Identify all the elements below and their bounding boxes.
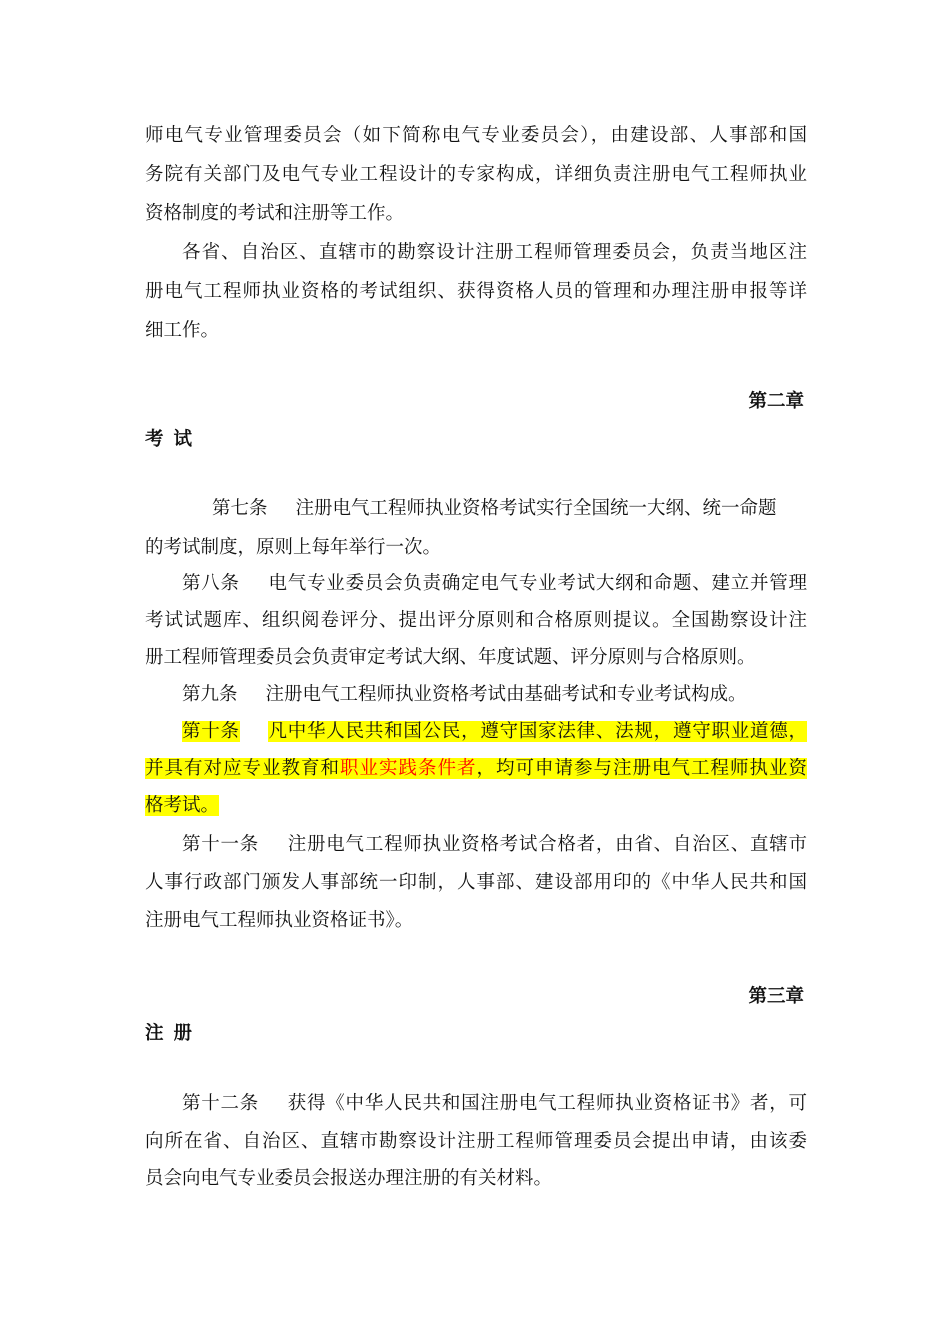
article-8-line (182, 572, 807, 596)
article-label: 第十条 (182, 721, 240, 742)
highlighted-text: 并具有对应专业教育和 (145, 758, 340, 779)
article-label: 第十一条 (182, 834, 260, 855)
article-text: 获得《中华人民共和国注册电气工程师执业资格证书》者，可 (287, 1093, 807, 1114)
article-label: 第九条 (182, 684, 238, 705)
chapter-title: 考试 (145, 429, 203, 450)
highlighted-text: ，均可申请参与注册电气工程师执业资 (476, 758, 807, 779)
paragraph-line: 考试试题库、组织阅卷评分、提出评分原则和合格原则提议。全国勘察设计注 (145, 610, 807, 631)
article-label: 第七条 (212, 498, 268, 519)
red-emphasis-text: 职业实践条件者 (340, 758, 477, 779)
article-10-line (182, 720, 807, 744)
paragraph-line: 细工作。 (145, 320, 220, 341)
paragraph-line: 注册电气工程师执业资格证书》。 (145, 910, 414, 931)
paragraph-line: 务院有关部门及电气专业工程设计的专家构成，详细负责注册电气工程师执业 (145, 164, 807, 185)
article-11-line (182, 833, 807, 857)
article-text: 注册电气工程师执业资格考试实行全国统一大纲、统一命题 (295, 498, 777, 519)
paragraph-line: 员会向电气专业委员会报送办理注册的有关材料。 (145, 1168, 553, 1189)
article-label: 第八条 (182, 573, 240, 594)
paragraph-line: 资格制度的考试和注册等工作。 (145, 203, 405, 224)
highlighted-text: 格考试。 (145, 795, 220, 816)
article-10-line-3 (145, 794, 807, 818)
paragraph-line: 册工程师管理委员会负责审定考试大纲、年度试题、评分原则与合格原则。 (145, 647, 756, 668)
article-12-line (182, 1092, 807, 1116)
chapter-number: 第二章 (748, 391, 804, 412)
article-text: 凡中华人民共和国公民，遵守国家法律、法规，遵守职业道德， (267, 721, 807, 742)
chapter-number: 第三章 (748, 986, 804, 1007)
paragraph-line: 各省、自治区、直辖市的勘察设计注册工程师管理委员会，负责当地区注 (182, 242, 807, 263)
article-7-line (212, 497, 807, 521)
article-text: 注册电气工程师执业资格考试合格者，由省、自治区、直辖市 (287, 834, 807, 855)
article-label: 第十二条 (182, 1093, 260, 1114)
article-text: 注册电气工程师执业资格考试由基础考试和专业考试构成。 (265, 684, 747, 705)
paragraph-line: 向所在省、自治区、直辖市勘察设计注册工程师管理委员会提出申请，由该委 (145, 1131, 807, 1152)
article-10-line-2 (145, 757, 807, 781)
paragraph-line: 册电气工程师执业资格的考试组织、获得资格人员的管理和办理注册申报等详 (145, 281, 807, 302)
article-text: 电气专业委员会负责确定电气专业考试大纲和命题、建立并管理 (267, 573, 807, 594)
paragraph-line: 人事行政部门颁发人事部统一印制，人事部、建设部用印的《中华人民共和国 (145, 872, 807, 893)
paragraph-line: 的考试制度，原则上每年举行一次。 (145, 537, 442, 558)
paragraph-line: 师电气专业管理委员会（如下简称电气专业委员会），由建设部、人事部和国 (145, 125, 807, 146)
chapter-title: 注册 (145, 1023, 203, 1044)
article-9-line (182, 683, 807, 707)
